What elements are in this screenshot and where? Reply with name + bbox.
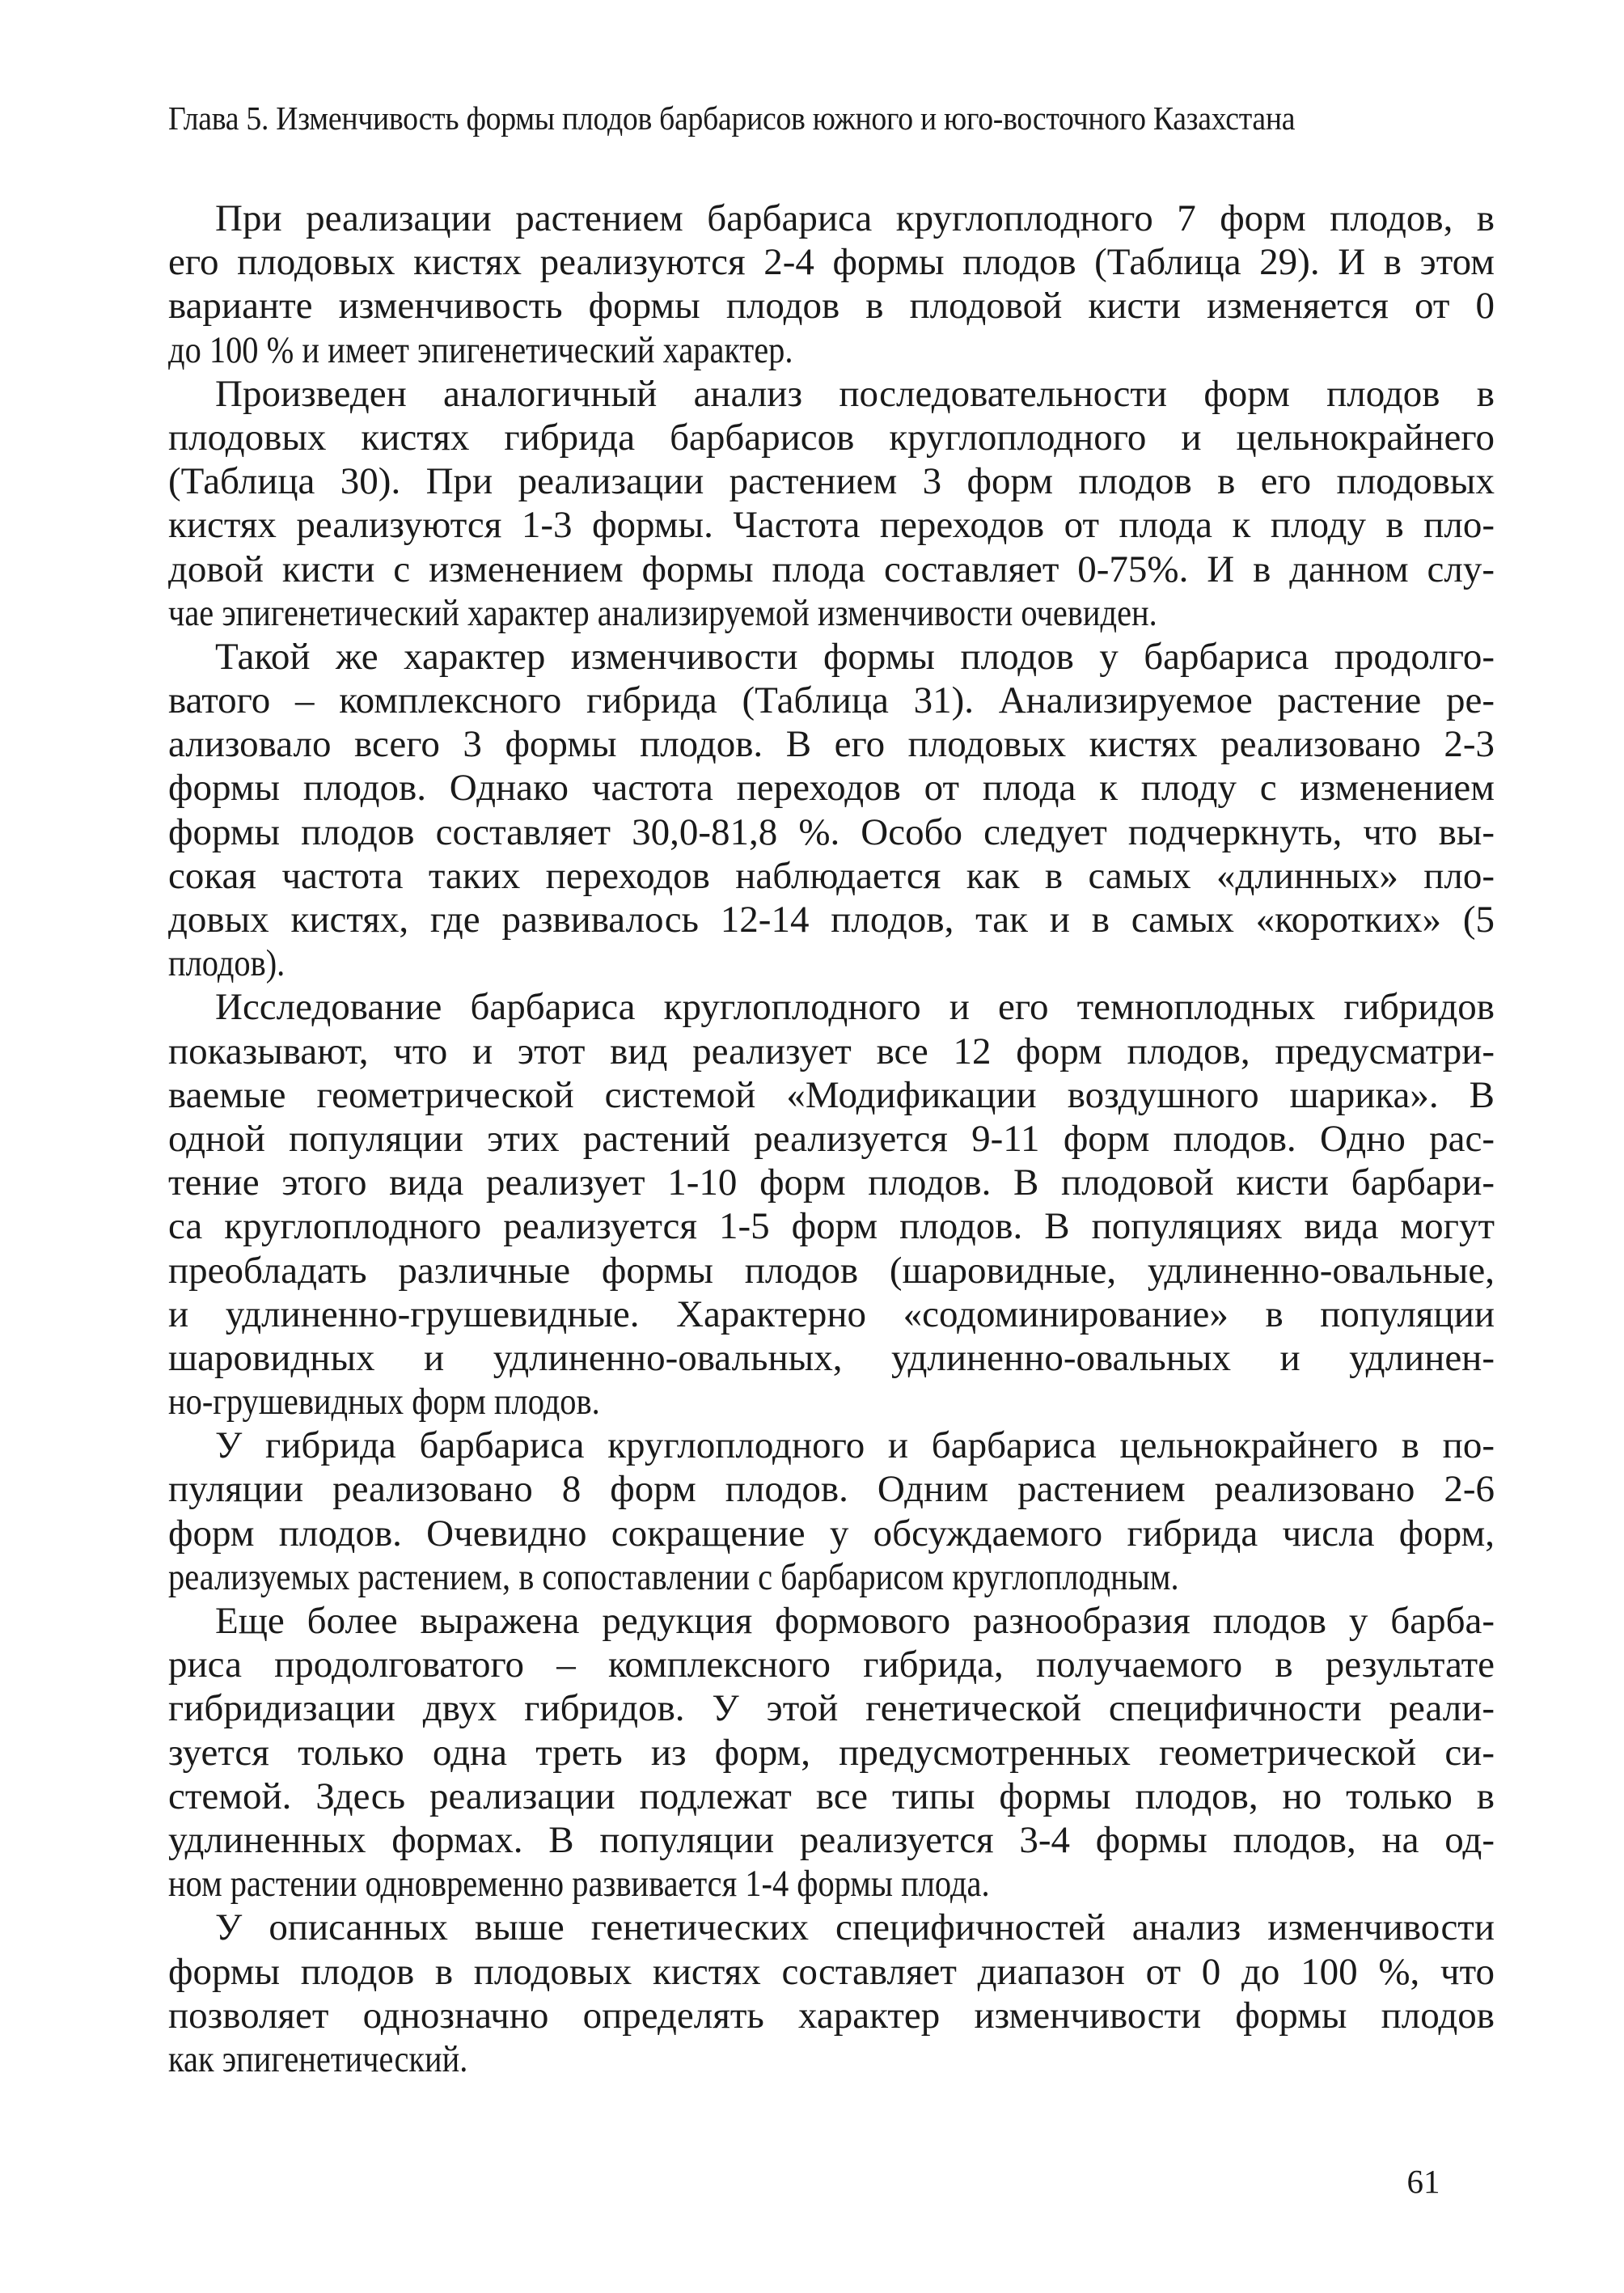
text-line: зуется только одна треть из форм, предусмотренных геометрической си- bbox=[168, 1731, 1495, 1774]
text-line: пуляции реализовано 8 форм плодов. Одним растением реализовано 2-6 bbox=[168, 1468, 1495, 1511]
text-line: формы плодов в плодовых кистях составляет диапазон от 0 до 100 %, что bbox=[168, 1950, 1495, 1993]
text-line: ватого – комплексного гибрида (Таблица 31). Анализируемое растение ре- bbox=[168, 679, 1495, 722]
text-line: форм плодов. Очевидно сокращение у обсуждаемого гибрида числа форм, bbox=[168, 1512, 1495, 1555]
text-line: тение этого вида реализует 1-10 форм плодов. В плодовой кисти барбари- bbox=[168, 1161, 1495, 1204]
text-line: Исследование барбариса круглоплодного и его темноплодных гибридов bbox=[215, 986, 1495, 1029]
text-line: ваемые геометрической системой «Модификации воздушного шарика». В bbox=[168, 1073, 1495, 1116]
text-line: риса продолговатого – комплексного гибрида, получаемого в результате bbox=[168, 1644, 1495, 1686]
paragraph-5 bbox=[168, 1424, 1495, 1599]
text-line: гибридизации двух гибридов. У этой генетической специфичности реали- bbox=[168, 1687, 1495, 1730]
paragraph-6 bbox=[168, 1599, 1495, 1906]
text-line: са круглоплодного реализуется 1-5 форм плодов. В популяциях вида могут bbox=[168, 1205, 1495, 1248]
text-line: как эпигенетический. bbox=[168, 2037, 468, 2080]
text-line: формы плодов составляет 30,0-81,8 %. Особо следует подчеркнуть, что вы- bbox=[168, 810, 1495, 853]
paragraph-3 bbox=[168, 635, 1495, 986]
text-line: кистях реализуются 1-3 формы. Частота переходов от плода к плоду в пло- bbox=[168, 504, 1495, 547]
text-line: сокая частота таких переходов наблюдается как в самых «длинных» пло- bbox=[168, 854, 1495, 897]
text-line: до 100 % и имеет эпигенетический характер. bbox=[168, 328, 793, 371]
text-line: довой кисти с изменением формы плода составляет 0-75%. И в данном слу- bbox=[168, 548, 1495, 590]
text-line: плодов). bbox=[168, 942, 285, 985]
text-line: При реализации растением барбариса круглоплодного 7 форм плодов, в bbox=[215, 197, 1495, 239]
text-line: стемой. Здесь реализации подлежат все типы формы плодов, но только в bbox=[168, 1775, 1495, 1817]
page-number: 61 bbox=[1406, 2163, 1440, 2200]
text-line: преобладать различные формы плодов (шаровидные, удлиненно-овальные, bbox=[168, 1249, 1495, 1292]
text-line: но-грушевидных форм плодов. bbox=[168, 1381, 600, 1424]
text-line: довых кистях, где развивалось 12-14 плодов, так и в самых «коротких» (5 bbox=[168, 899, 1495, 941]
text-line: формы плодов. Однако частота переходов от плода к плоду с изменением bbox=[168, 767, 1495, 810]
text-line: У гибрида барбариса круглоплодного и барбариса цельнокрайнего в по- bbox=[215, 1424, 1495, 1467]
text-line: Произведен аналогичный анализ последовательности форм плодов в bbox=[215, 372, 1495, 415]
text-line: и удлиненно-грушевидные. Характерно «содоминирование» в популяции bbox=[168, 1292, 1495, 1335]
text-line: варианте изменчивость формы плодов в плодовой кисти изменяется от 0 bbox=[168, 285, 1495, 328]
paragraph-4 bbox=[168, 985, 1495, 1424]
text-line: удлиненных формах. В популяции реализуется 3-4 формы плодов, на од- bbox=[168, 1818, 1495, 1861]
text-line: ализовало всего 3 формы плодов. В его плодовых кистях реализовано 2-3 bbox=[168, 723, 1495, 766]
text-line: его плодовых кистях реализуются 2-4 формы плодов (Таблица 29). И в этом bbox=[168, 241, 1495, 284]
text-line: показывают, что и этот вид реализует все 12 форм плодов, предусматри- bbox=[168, 1030, 1495, 1072]
text-line: Такой же характер изменчивости формы плодов у барбариса продолго- bbox=[215, 635, 1495, 678]
text-line: (Таблица 30). При реализации растением 3 форм плодов в его плодовых bbox=[168, 460, 1495, 503]
text-line: шаровидных и удлиненно-овальных, удлиненно-овальных и удлинен- bbox=[168, 1336, 1495, 1379]
text-line: позволяет однозначно определять характер изменчивости формы плодов bbox=[168, 1994, 1495, 2037]
paragraph-7 bbox=[168, 1906, 1495, 2081]
text-line: чае эпигенетический характер анализируемой изменчивости очевиден. bbox=[168, 591, 1157, 634]
paragraph-2 bbox=[168, 372, 1495, 635]
paragraph-1 bbox=[168, 197, 1495, 372]
text-line: плодовых кистях гибрида барбарисов круглоплодного и цельнокрайнего bbox=[168, 416, 1495, 459]
text-line: Еще более выражена редукция формового разнообразия плодов у барба- bbox=[215, 1600, 1495, 1642]
text-line: реализуемых растением, в сопоставлении с барбарисом круглоплодным. bbox=[168, 1555, 1179, 1598]
text-line: ном растении одновременно развивается 1-4 формы плода. bbox=[168, 1863, 990, 1906]
text-line: одной популяции этих растений реализуется 9-11 форм плодов. Одно рас- bbox=[168, 1117, 1495, 1160]
body-text bbox=[168, 197, 1495, 2081]
running-header: Глава 5. Изменчивость формы плодов барбарисов южного и юго-восточного Казахстана bbox=[168, 99, 1296, 137]
text-line: У описанных выше генетических специфичностей анализ изменчивости bbox=[215, 1906, 1495, 1949]
